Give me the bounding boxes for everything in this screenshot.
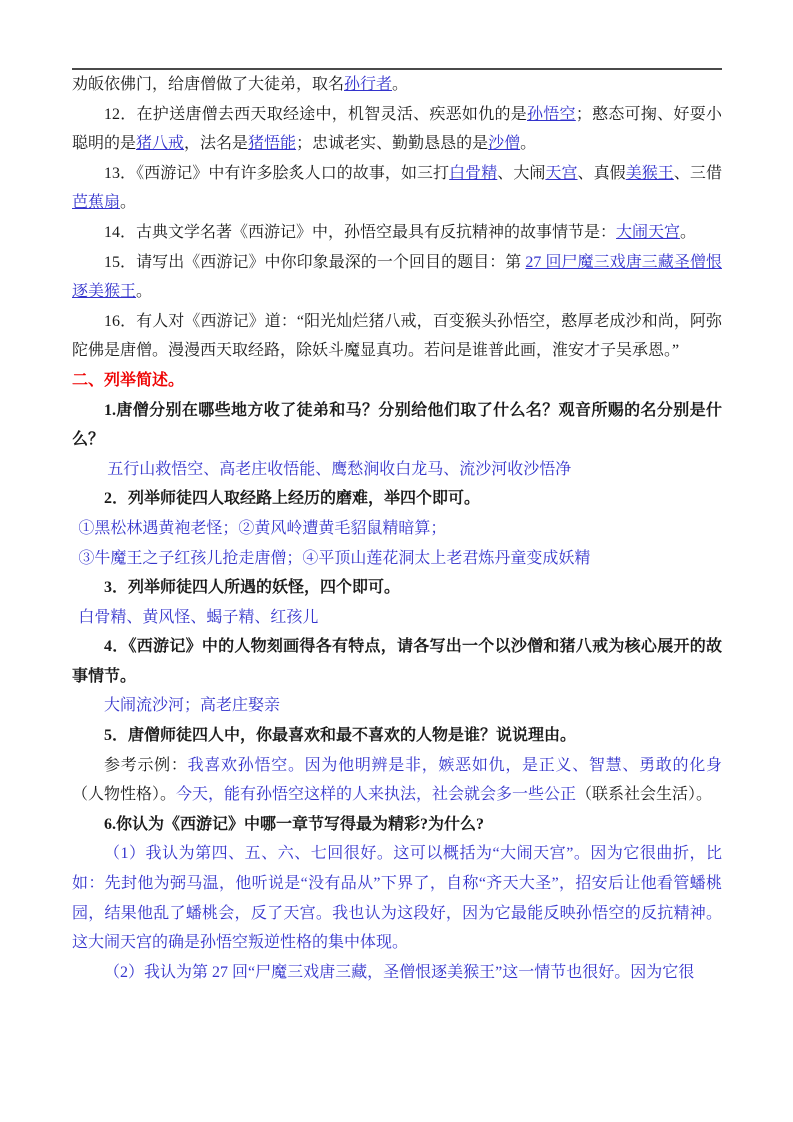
text-run: （联系社会生活）。 xyxy=(576,786,713,804)
text-run: 12．在护送唐僧去西天取经途中，机智灵活、疾恶如仇的是 xyxy=(104,105,527,123)
text-run: 劝皈依佛门，给唐僧做了大徒弟，取名 xyxy=(72,76,345,93)
hyperlink[interactable]: 天宫 xyxy=(545,164,578,182)
text-run: 3．列举师徒四人所遇的妖怪，四个即可。 xyxy=(104,579,401,597)
text-run: ，法名是 xyxy=(184,135,249,153)
text-run: 。 xyxy=(136,283,153,301)
text-run: ；忠诚老实、勤勤恳恳的是 xyxy=(296,135,489,153)
hyperlink[interactable]: 白骨精 xyxy=(449,164,498,182)
question-4 xyxy=(72,632,722,691)
answer-5 xyxy=(72,751,722,810)
text-run: 15．请写出《西游记》中你印象最深的一个回目的题目：第 xyxy=(104,253,526,271)
answer-2-line-2 xyxy=(72,544,722,574)
hyperlink[interactable]: 猪八戒 xyxy=(136,135,185,153)
question-6 xyxy=(72,810,722,840)
item-12 xyxy=(72,100,722,159)
text-run: 1.唐僧分别在哪些地方收了徒弟和马？分别给他们取了什么名？观音所赐的名分别是什么？ xyxy=(72,401,722,449)
hyperlink[interactable]: 猪悟能 xyxy=(248,135,297,153)
answer-4 xyxy=(72,691,722,721)
text-run: 。 xyxy=(120,194,137,212)
text-run: 14．古典文学名著《西游记》中，孙悟空最具有反抗精神的故事情节是： xyxy=(104,223,617,241)
text-run: 4．《西游记》中的人物刻画得各有特点，请各写出一个以沙僧和猪八戒为核心展开的故事情节。 xyxy=(72,638,722,685)
hyperlink[interactable]: 芭蕉扇 xyxy=(72,194,121,212)
text-run: 五行山救悟空、高老庄收悟能、鹰愁涧收白龙马、流沙河收沙悟净 xyxy=(107,460,572,478)
item-11-continuation xyxy=(72,70,722,100)
text-run: 13．《西游记》中有许多脍炙人口的故事，如三打 xyxy=(104,164,450,182)
text-run: ；憨态可掬、好耍小聪明的是 xyxy=(72,105,722,153)
question-3 xyxy=(72,573,722,603)
text-run: 参考示例： xyxy=(104,756,188,774)
question-2 xyxy=(72,484,722,514)
text-run: 今天，能有孙悟空这样的人来执法，社会就会多一些公正 xyxy=(176,786,577,804)
text-run: （2）我认为第 27 回“尸魔三戏唐三藏，圣僧恨逐美猴王”这一情节也很好。因为它很 xyxy=(104,963,695,981)
text-run: 、大闹 xyxy=(497,164,546,182)
item-14 xyxy=(72,218,722,248)
text-run: 白骨精、黄风怪、蝎子精、红孩儿 xyxy=(78,608,319,626)
text-run: 二、列举简述。 xyxy=(72,371,185,389)
answer-3 xyxy=(72,603,722,633)
document-content xyxy=(72,70,722,987)
text-run: 、三借 xyxy=(673,164,722,182)
text-run: 5．唐僧师徒四人中，你最喜欢和最不喜欢的人物是谁？说说理由。 xyxy=(104,727,577,745)
section-heading xyxy=(72,366,722,396)
item-15 xyxy=(72,248,722,307)
hyperlink[interactable]: 27 回尸魔三戏唐三藏圣僧恨逐美猴王 xyxy=(72,253,722,301)
hyperlink[interactable]: 沙僧 xyxy=(488,135,521,153)
text-run: 2．列举师徒四人取经路上经历的磨难，举四个即可。 xyxy=(104,490,481,508)
text-run: ①黑松林遇黄袍老怪；②黄风岭遭黄毛貂鼠精暗算； xyxy=(78,519,447,537)
text-run: 6.你认为《西游记》中哪一章节写得最为精彩?为什么? xyxy=(104,815,485,833)
hyperlink[interactable]: 孙悟空 xyxy=(527,105,576,123)
text-run: （人物性格）。 xyxy=(72,786,177,804)
answer-6-part-1 xyxy=(72,839,722,957)
text-run: 大闹流沙河；高老庄娶亲 xyxy=(104,697,281,715)
hyperlink[interactable]: 大闹天宫 xyxy=(616,223,681,241)
hyperlink[interactable]: 孙行者 xyxy=(344,76,393,93)
text-run: 、真假 xyxy=(577,164,626,182)
question-1 xyxy=(72,396,722,455)
item-16 xyxy=(72,307,722,366)
item-13 xyxy=(72,159,722,218)
text-run: 。 xyxy=(392,76,409,93)
answer-1 xyxy=(72,455,722,485)
text-run: ③牛魔王之子红孩儿抢走唐僧；④平顶山莲花洞太上老君炼丹童变成妖精 xyxy=(78,549,591,567)
answer-2-line-1 xyxy=(72,514,722,544)
text-run: 我喜欢孙悟空。因为他明辨是非，嫉恶如仇，是正义、智慧、勇敢的化身 xyxy=(187,756,722,774)
answer-6-part-2 xyxy=(72,958,722,988)
hyperlink[interactable]: 美猴王 xyxy=(625,164,674,182)
text-run: 16．有人对《西游记》道：“阳光灿烂猪八戒，百变猴头孙悟空，憨厚老成沙和尚，阿弥陀佛是唐僧。漫漫西天取经路，除妖斗魔显真功。若问是谁普此画，淮安才子吴承恩。” xyxy=(72,312,722,360)
text-run: 。 xyxy=(520,135,537,153)
question-5 xyxy=(72,721,722,751)
text-run: （1）我认为第四、五、六、七回很好。这可以概括为“大闹天宫”。因为它很曲折，比如：先封他为弼马温，他听说是“没有品从”下界了，自称“齐天大圣”，招安后让他看管蟠桃园，结果他乱了蟠桃会，反了天宫。我也认为这段好，因为它最能反映孙悟空的反抗精神。这大闹天宫的确是孙悟空叛逆性格的集中体现。 xyxy=(72,845,722,952)
text-run: 。 xyxy=(680,223,697,241)
